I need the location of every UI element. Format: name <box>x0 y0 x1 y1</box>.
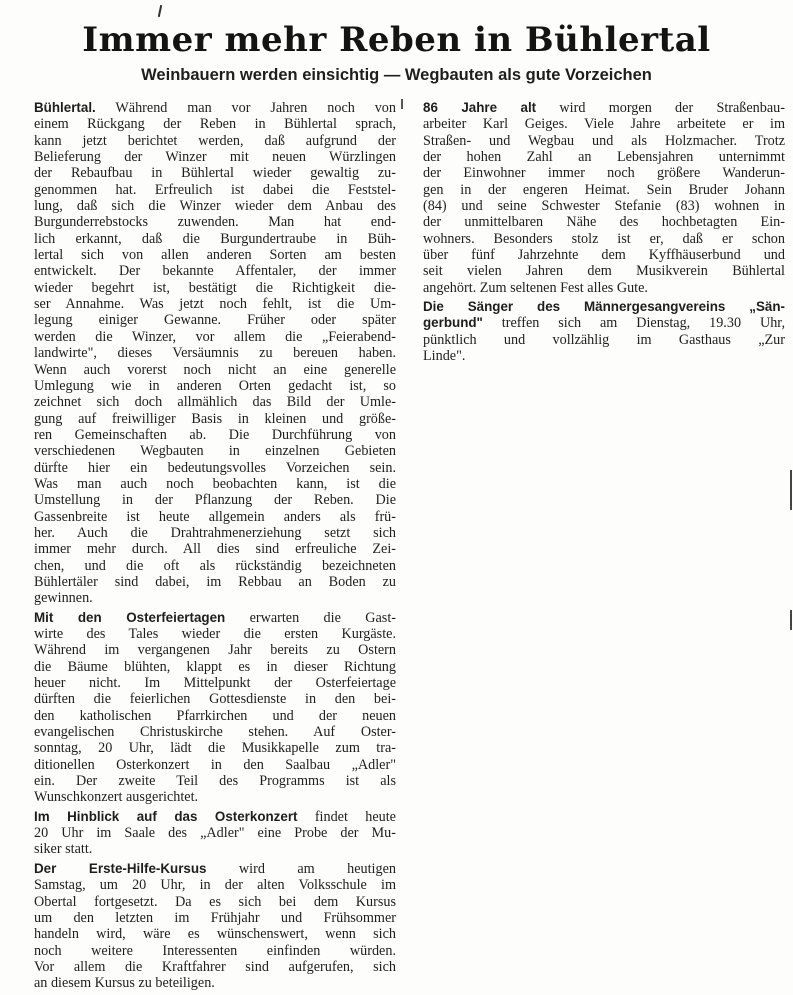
paragraph-line: wohners. Besonders stolz ist er, daß er schon <box>423 230 785 247</box>
paragraph-line: ditionellen Osterkonzert in den Saalbau „Adler" <box>34 756 396 773</box>
right-column <box>423 100 785 368</box>
column-divider-mark <box>401 99 403 109</box>
paragraph-line: immer mehr durch. All dies sind erfreuliche Zei- <box>34 541 396 558</box>
paragraph-line: an diesem Kursus zu beteiligen. <box>34 975 215 992</box>
paragraph-line: werden die Winzer, vor allem die „Feierabend- <box>34 328 396 345</box>
paragraph-lead-continued: gerbund" <box>423 315 483 331</box>
paragraph-line: gung auf freiwilliger Basis in kleinen und größe- <box>34 410 396 427</box>
paragraph-line: Vor allem die Kraftfahrer sind aufgerufen, sich <box>34 958 396 975</box>
paragraph-first-line <box>423 100 785 116</box>
paragraph-line: wieder begehrt ist, bestätigt die Richtigkeit die- <box>34 279 396 296</box>
paragraph-line: der hohen Zahl an Lebensjahren unternimmt <box>423 149 785 166</box>
article-paragraph <box>34 100 396 607</box>
article-subheadline: Weinbauern werden einsichtig — Wegbauten als gute Vorzeichen <box>141 66 652 84</box>
paragraph-line: angehört. Zum seltenen Fest alles Gute. <box>423 279 648 296</box>
article-paragraph <box>34 809 396 858</box>
paragraph-line: entwickelt. Der bekannte Affentaler, der immer <box>34 263 396 280</box>
paragraph-line: Wenn auch vorerst noch nicht an eine generelle <box>34 361 396 378</box>
paragraph-text: wird morgen der Straßenbau- <box>536 100 785 116</box>
paragraph-line: legung einiger Gewanne. Früher oder später <box>34 312 396 329</box>
paragraph-lead: Der Erste-Hilfe-Kursus <box>34 860 207 876</box>
paragraph-line: pünktlich und vollzählig im Gasthaus „Zur <box>423 331 785 348</box>
article-headline: Immer mehr Reben in Bühlertal <box>82 20 711 60</box>
paragraph-line: einem Rückgang der Reben in Bühlertal sprach, <box>34 116 396 133</box>
paragraph-line: lich erkannt, daß die Burgundertraube in Büh- <box>34 230 396 247</box>
paragraph-line: noch weitere Interessenten einfinden würden. <box>34 942 396 959</box>
paragraph-line: Belieferung der Winzer mit neuen Würzlingen <box>34 149 396 166</box>
paragraph-line: lertal sich von allen anderen Sorten am besten <box>34 247 396 264</box>
paragraph-line: handeln wird, wäre es wünschenswert, wenn sich <box>34 926 396 943</box>
paragraph-line: ren Gemeinschaften ab. Die Durchführung von <box>34 426 396 443</box>
paragraph-line: heuer nicht. Im Mittelpunkt der Osterfeiertage <box>34 675 396 692</box>
paragraph-first-line <box>34 610 396 626</box>
paragraph-first-line <box>34 809 396 825</box>
paragraph-line: um den letzten im Frühjahr und Frühsommer <box>34 909 396 926</box>
paragraph-line: seit vielen Jahren dem Musikverein Bühlertal <box>423 263 785 280</box>
paragraph-line: die Bäume blühten, klappt es in dieser Richtung <box>34 658 396 675</box>
paragraph-line: Gassenbreite ist heute allgemein anders als frü- <box>34 508 396 525</box>
paragraph-line: Was man auch noch beobachten kann, ist die <box>34 475 396 492</box>
paragraph-line: zeichnet sich doch allmählich das Bild der Umle- <box>34 394 396 411</box>
paragraph-line: wirte des Tales wieder die ersten Kurgäste. <box>34 626 396 642</box>
paragraph-line: ser Annahme. Was jetzt noch fehlt, ist die Um- <box>34 296 396 313</box>
paragraph-text: wird am heutigen <box>206 860 396 877</box>
paragraph-line: 20 Uhr im Saale des „Adler" eine Probe der Mu- <box>34 825 396 842</box>
paragraph-line: lung, daß sich die Winzer wieder dem Anbau des <box>34 198 396 215</box>
paragraph-line: Umlegung wie in anderen Orten gedacht ist, so <box>34 377 396 394</box>
paragraph-lead: 86 Jahre alt <box>423 100 537 115</box>
paragraph-text: erwarten die Gast- <box>225 609 396 626</box>
paragraph-text: treffen sich am Dienstag, 19.30 Uhr, <box>482 315 785 332</box>
paragraph-text: Während man vor Jahren noch von <box>95 100 396 116</box>
paragraph-line: Während im vergangenen Jahr bereits zu Ostern <box>34 642 396 659</box>
paragraph-line: Bühlertäler sind dabei, im Rebbau an Boden zu <box>34 573 396 590</box>
paragraph-line: chen, und die oft als rückständig bezeichneten <box>34 557 396 574</box>
paragraph-lead: Bühlertal. <box>34 100 96 115</box>
paragraph-lead: Mit den Osterfeiertagen <box>34 609 226 625</box>
paragraph-first-line <box>34 861 396 877</box>
paragraph-line: der Einwohner immer noch größere Wanderun- <box>423 165 785 182</box>
paragraph-line: dürften die feierlichen Gottesdienste in den bei- <box>34 691 396 708</box>
paragraph-line: sonntag, 20 Uhr, lädt die Musikkapelle zum tra- <box>34 740 396 757</box>
paragraph-line: siker statt. <box>34 841 93 858</box>
paragraph-line: landwirte", dieses Versäumnis zu bereuen haben. <box>34 345 396 362</box>
paragraph-line: gewinnen. <box>34 590 93 607</box>
article-paragraph <box>423 299 785 364</box>
left-column <box>34 100 396 995</box>
article-paragraph <box>34 610 396 806</box>
paragraph-line: Wunschkonzert ausgerichtet. <box>34 789 199 806</box>
paragraph-line: gen in der engeren Heimat. Sein Bruder Johann <box>423 181 785 198</box>
paragraph-line: über fünf Jahrzehnte dem Kyffhäuserbund und <box>423 247 785 264</box>
paragraph-line: genommen hat. Erfreulich ist dabei die Feststel- <box>34 181 396 198</box>
paragraph-line: kann jetzt berichtet werden, daß aufgrund der <box>34 132 396 149</box>
scan-edge-mark <box>790 470 792 510</box>
article-paragraph <box>423 100 785 296</box>
paragraph-line: der Rebaufbau in Bühlertal wieder gewaltig zu- <box>34 165 396 182</box>
paragraph-line: Obertal fortgesetzt. Da es sich bei dem Kursus <box>34 893 396 910</box>
paragraph-line: ein. Der zweite Teil des Programms ist als <box>34 773 396 790</box>
paragraph-lead: Die Sänger des Männergesangvereins „Sän- <box>423 299 785 315</box>
scan-edge-mark <box>790 610 792 630</box>
paragraph-first-line <box>34 100 396 116</box>
paragraph-line <box>423 315 785 331</box>
paragraph-line: arbeiter Karl Geiges. Viele Jahre arbeitete er im <box>423 116 785 133</box>
paragraph-line: der unmittelbaren Nähe des hochbetagten Ein- <box>423 214 785 231</box>
paragraph-line: Linde". <box>423 348 466 365</box>
paragraph-first-line <box>423 299 785 315</box>
paragraph-line: her. Auch die Drahtrahmenerziehung setzt sich <box>34 524 396 541</box>
paragraph-text: findet heute <box>297 808 396 825</box>
paragraph-line: Umstellung in der Pflanzung der Reben. Die <box>34 492 396 509</box>
paragraph-line: Burgunderrebstocks zuwenden. Man hat end- <box>34 214 396 231</box>
paragraph-line: Samstag, um 20 Uhr, in der alten Volksschule im <box>34 877 396 894</box>
paragraph-line: (84) und seine Schwester Stefanie (83) wohnen in <box>423 198 785 215</box>
print-mark <box>158 5 162 17</box>
paragraph-line: evangelischen Christuskirche stehen. Auf Oster- <box>34 724 396 741</box>
article-paragraph <box>34 861 396 992</box>
paragraph-line: Straßen- und Wegbau und als Holzmacher. Trotz <box>423 132 785 149</box>
paragraph-line: den katholischen Pfarrkirchen und der neuen <box>34 707 396 724</box>
paragraph-line: verschiedenen Wegbauten in einzelnen Gebieten <box>34 443 396 460</box>
paragraph-lead: Im Hinblick auf das Osterkonzert <box>34 808 298 824</box>
paragraph-line: dürfte hier ein bedeutungsvolles Vorzeichen sein. <box>34 459 396 476</box>
